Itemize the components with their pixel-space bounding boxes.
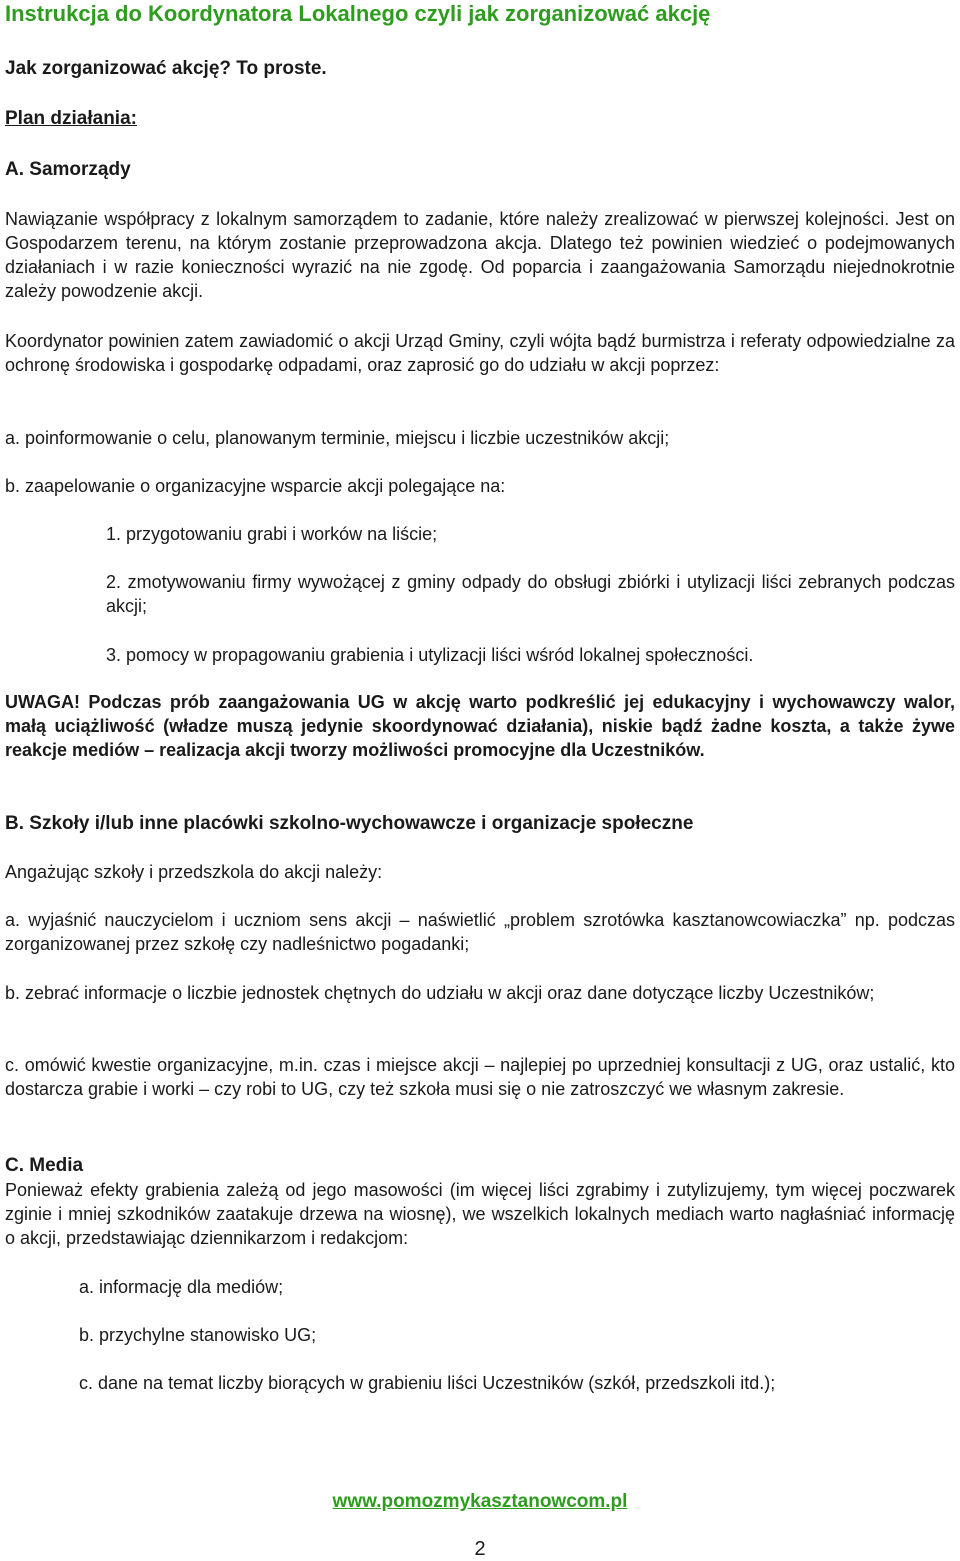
section-b-item-b: b. zebrać informacje o liczbie jednostek chętnych do udziału w akcji oraz dane dotyczące liczby Uczestników; <box>5 983 875 1003</box>
section-a-sub-item-2: 2. zmotywowaniu firmy wywożącej z gminy odpady do obsługi zbiórki i utylizacji liści zebranych podczas akcji; <box>106 572 955 616</box>
section-a-paragraph-1: Nawiązanie współpracy z lokalnym samorządem to zadanie, które należy zrealizować w pierwszej kolejności. Jest on Gospodarzem terenu, na którym zostanie przeprowadzona akcja. Dlatego też powinien wiedzieć o podejmowanych działaniach i w razie konieczności wyrazić na nie zgodę. Od poparcia i zaangażowania Samorządu niejednokrotnie zależy powodzenie akcji. <box>5 209 955 301</box>
section-a-sub-item-1: 1. przygotowaniu grabi i worków na liście; <box>106 524 438 544</box>
section-a-sub-item-3: 3. pomocy w propagowaniu grabienia i utylizacji liści wśród lokalnej społeczności. <box>106 645 754 665</box>
document-page <box>5 0 955 1557</box>
section-c-item-c: c. dane na temat liczby biorących w grabieniu liści Uczestników (szkół, przedszkoli itd.); <box>79 1373 776 1393</box>
website-link[interactable]: www.pomozmykasztanowcom.pl <box>332 1491 628 1512</box>
plan-heading: Plan działania: <box>5 108 137 129</box>
section-a-item-a: a. poinformowanie o celu, planowanym terminie, miejscu i liczbie uczestników akcji; <box>5 428 670 448</box>
section-a-heading: A. Samorządy <box>5 159 131 180</box>
section-c-paragraph: Ponieważ efekty grabienia zależą od jego masowości (im więcej liści zgrabimy i zutylizujemy, tym więcej poczwarek zginie i mniej szkodników zaatakuje drzewa na wiosnę), we wszelkich lokalnych mediach warto nagłaśniać informację o akcji, przedstawiając dziennikarzom i redakcjom: <box>5 1180 955 1248</box>
document-title: Instrukcja do Koordynatora Lokalnego czyli jak zorganizować akcję <box>5 1 711 26</box>
section-a-paragraph-2: Koordynator powinien zatem zawiadomić o akcji Urząd Gminy, czyli wójta bądź burmistrza i referaty odpowiedzialne za ochronę środowiska i gospodarkę odpadami, oraz zaprosić go do udziału w akcji poprzez: <box>5 331 955 375</box>
section-b-item-a: a. wyjaśnić nauczycielom i uczniom sens akcji – naświetlić „problem szrotówka kasztanowcowiaczka” np. podczas zorganizowanej przez szkołę czy nadleśnictwo pogadanki; <box>5 910 955 954</box>
warning-note: UWAGA! Podczas prób zaangażowania UG w akcję warto podkreślić jej edukacyjny i wychowawczy walor, małą uciążliwość (władze muszą jedynie skoordynować działania), niskie bądź żadne koszta, a także żywe reakcje mediów – realizacja akcji tworzy możliwości promocyjne dla Uczestników. <box>5 692 955 760</box>
section-b-item-c: c. omówić kwestie organizacyjne, m.in. czas i miejsce akcji – najlepiej po uprzedniej konsultacji z UG, oraz ustalić, kto dostarcza grabie i worki – czy robi to UG, czy też szkoła musi się o nie zatroszczyć we własnym zakresie. <box>5 1055 955 1099</box>
section-c-heading: C. Media <box>5 1155 84 1176</box>
section-c-item-a: a. informację dla mediów; <box>79 1277 284 1297</box>
page-number: 2 <box>474 1538 486 1560</box>
section-b-intro: Angażując szkoły i przedszkola do akcji należy: <box>5 862 383 882</box>
subtitle: Jak zorganizować akcję? To proste. <box>5 58 327 79</box>
section-c-item-b: b. przychylne stanowisko UG; <box>79 1325 317 1345</box>
section-b-heading: B. Szkoły i/lub inne placówki szkolno-wychowawcze i organizacje społeczne <box>5 813 694 834</box>
section-a-item-b: b. zaapelowanie o organizacyjne wsparcie akcji polegające na: <box>5 476 506 496</box>
